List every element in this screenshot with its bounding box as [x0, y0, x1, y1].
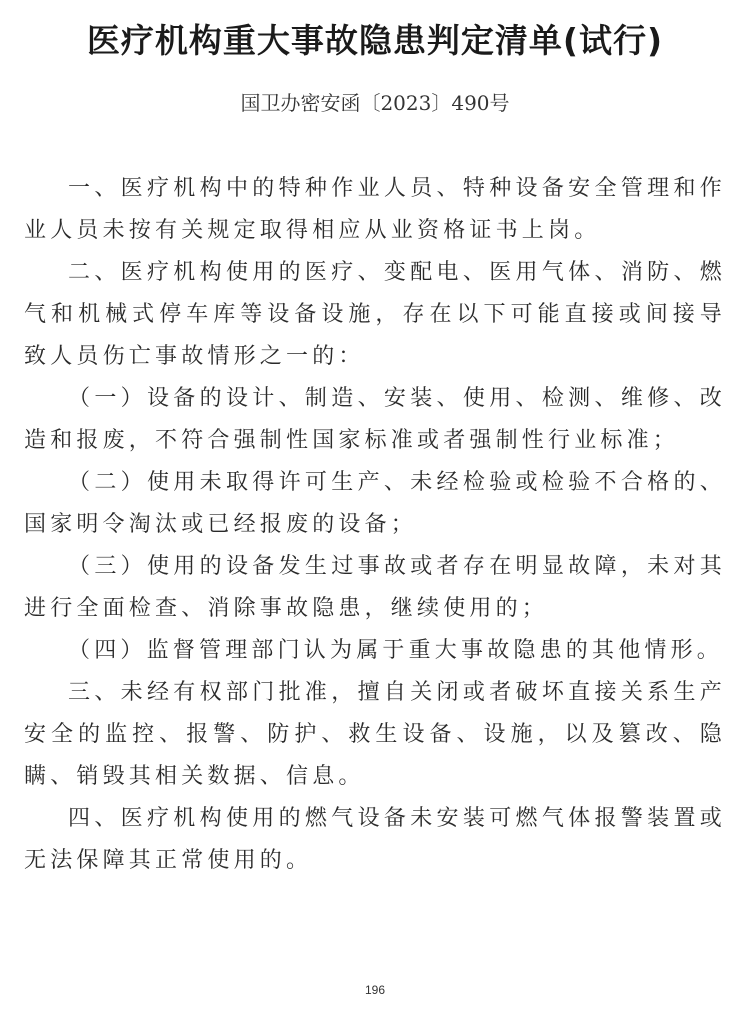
paragraph-subitem-3: （三）使用的设备发生过事故或者存在明显故障，未对其进行全面检查、消除事故隐患，继续使用的；: [24, 554, 726, 621]
paragraph-subitem-4: （四）监督管理部门认为属于重大事故隐患的其他情形。: [68, 638, 724, 663]
paragraph-subitem-2: （二）使用未取得许可生产、未经检验或检验不合格的、国家明令淘汰或已经报废的设备；: [24, 470, 726, 537]
paragraph-item-2: 二、医疗机构使用的医疗、变配电、医用气体、消防、燃气和机械式停车库等设备设施，存在以下可能直接或间接导致人员伤亡事故情形之一的：: [24, 260, 726, 369]
page-number: 196: [364, 983, 386, 997]
paragraph-item-4: 四、医疗机构使用的燃气设备未安装可燃气体报警装置或无法保障其正常使用的。: [24, 806, 726, 873]
document-body: [24, 168, 726, 882]
page-title: 医疗机构重大事故隐患判定清单(试行): [86, 21, 664, 60]
paragraph-subitem-1: （一）设备的设计、制造、安装、使用、检测、维修、改造和报废，不符合强制性国家标准或者强制性行业标准；: [24, 386, 726, 453]
document-number: 国卫办密安函〔2023〕490号: [240, 91, 510, 115]
paragraph-item-1: 一、医疗机构中的特种作业人员、特种设备安全管理和作业人员未按有关规定取得相应从业资格证书上岗。: [24, 176, 726, 243]
paragraph-item-3: 三、未经有权部门批准，擅自关闭或者破坏直接关系生产安全的监控、报警、防护、救生设备、设施，以及篡改、隐瞒、销毁其相关数据、信息。: [24, 680, 726, 789]
